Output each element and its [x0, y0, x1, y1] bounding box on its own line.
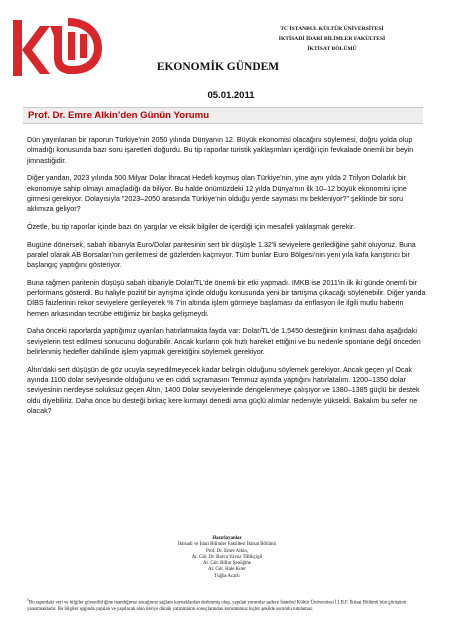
disclaimer-footnote: [27, 597, 427, 613]
institution-line-department: İKTİSAT BÖLÜMÜ: [307, 46, 357, 52]
paragraph: Bugüne dönersek, sabah itibarıyla Euro/Dolar paritesinin sert bir düşüşle 1.32'li seviyelere gerilediğine şahit oluyoruz. Buna paralel olarak AB Borsaları’nın gerilemesi de gözlerden kaçmıyor. Tüm bunlar Euro Bölgesi’nin yeni yıla kafa karıştırıcı bir başlangıç yaptığını gösteriyor.: [27, 240, 416, 270]
institution-line-faculty: İKTİSADİ İDARİ BİLİMLER FAKÜLTESİ: [278, 36, 386, 42]
authors-heading: Hazırlayanlar: [212, 536, 242, 541]
paragraph: Özetle, bu tip raporlar içinde bazı ön yargılar ve eksik bilgiler de içerdiği için mesafeli yaklaşmak gerekir.: [27, 222, 355, 231]
paragraph: Buna rağmen paritenin düşüşü sabah itibariyle Dolar/TL'de önemli bir etki yapmadı. IMKB ise 2011'in ilk iki günde önemli bir performans gösterdi. Bu haliyle pozitif bir ayrışma içinde olduğu konusunda yeni bir tartışma çıkacağı söylenebilir. Diğer yanda DİBS faizlerinin rekor seviyelere gerileyerek % 7'in altında işlem görmeye başlaması da enflasyon ile ilgili mutlu haberin hemen arkasından tecrübe ettiğimiz bir başka gelişmeydi.: [27, 278, 426, 318]
paragraph: Dün yayınlanan bir raporun Türkiye’nin 2050 yılında Dünyanın 12. Büyük ekonomisi olacağını söylemesi, doğru yolda olup olmadığı konusunda bazı soru işaretleri doğurdu. Bu tip raporlar turistik yaklaşımları içerdiği için fevkalade önemli bir beyin jimnastiğidir.: [27, 136, 414, 165]
paragraph: Diğer yandan, 2023 yılında 500 Milyar Dolar İhracat Hedefi koymuş olan Türkiye’nin, yine aynı yılda 2 Trilyon Dolarlık bir ekonomiye sahip olmayı amaçladığı da biliyor. Bu halde önümüzdeki 12 yılda Dünya’nın ilk 10–12 büyük ekonomisi içine girmesi gerekiyor. Dolayısıyla "2023–2050 arasında Türkiye’nin olduğu yerde sayması mı bekleniyor?" şeklinde bir soru aklımıza geliyor?: [27, 174, 407, 214]
section-title-bar: [23, 107, 423, 124]
author-line: İktisadi ve İdari Bilimler Fakültesi İktisat Bölümü: [177, 542, 277, 548]
author-line: Ar. Gör. Dr. Burcu Yavuz Tiftikçigil: [191, 554, 263, 560]
university-logo: [10, 12, 110, 80]
disclaimer-text: Bu rapordaki veri ve bilgiler güvenilirliğine inandığımız ancağımız sağlam kaynaklardan derlenmiş olup, yapılan yorumlar sadece İstanbul Kültür Üniversitesi İ.İ.B.F. İktisat Bölümü’nün görüşünü yansıtmaktadır. Bu bilgiler ışığında yapılan ve yapılacak olan ileriye dönük yatırımların sonuçlarından kurumumuz hiçbir şekilde sorumlu tutulamaz.: [27, 600, 407, 612]
institution-block: [232, 24, 432, 54]
paragraph: Altın’daki sert düşüşün de göz ucuyla seyredilmeyecek kadar belirgin olduğunu söylemek gerekiyor. Ancak geçen yıl Ocak ayında 1100 dolar seviyesinde olduğunu ve en ciddi sıçramasını Temmuz ayında yaptığını hatırlatalım. 1200–1350 dolar seviyesinin nerdeyse soluksuz geçen Altın, 1400 Dolar seviyelerinde dengelenmeye çalışıyor ve 1380–1385 güçlü bir destek oldu diyebiliriz. Daha önce bu desteği birkaç kere kırmayı denedi ama güçlü alımlar nedeniyle yükseldi. Bakalım bu sefer ne olacak?: [27, 365, 420, 415]
section-title: Prof. Dr. Emre Alkin’den Günün Yorumu: [28, 110, 210, 121]
author-line: Prof. Dr. Emre Alkin,: [205, 548, 249, 554]
institution-line-university: TC İSTANBUL KÜLTÜR ÜNİVERSİTESİ: [280, 26, 384, 32]
author-line: Ar. Gör. Hale Kırer: [208, 567, 246, 573]
authors-block: [27, 536, 427, 580]
author-line: Tuğba Acarlı: [214, 573, 240, 579]
document-date: 05.01.2011: [207, 90, 255, 101]
document-title: EKONOMİK GÜNDEM: [156, 61, 280, 73]
author-line: Ar. Gör. Billur Şenöğme: [203, 561, 251, 567]
paragraph: Daha önceki raporlarda yaptığımız uyarıları hatırlatmakta fayda var: Dolar/TL'de 1,5450 desteğinin kırılması daha aşağıdaki seviyelerin test edilmesi sonucunu doğurabilir. Ancak kurların çok hızlı hareket ettiğini ve bu nedenle spontane değil önceden belirlenmiş hedefler dahilinde işlem yapmak gerektiğini söylemek gerekiyor.: [27, 327, 421, 356]
footnote-marker: 1: [27, 597, 29, 602]
article-body: [27, 135, 427, 424]
